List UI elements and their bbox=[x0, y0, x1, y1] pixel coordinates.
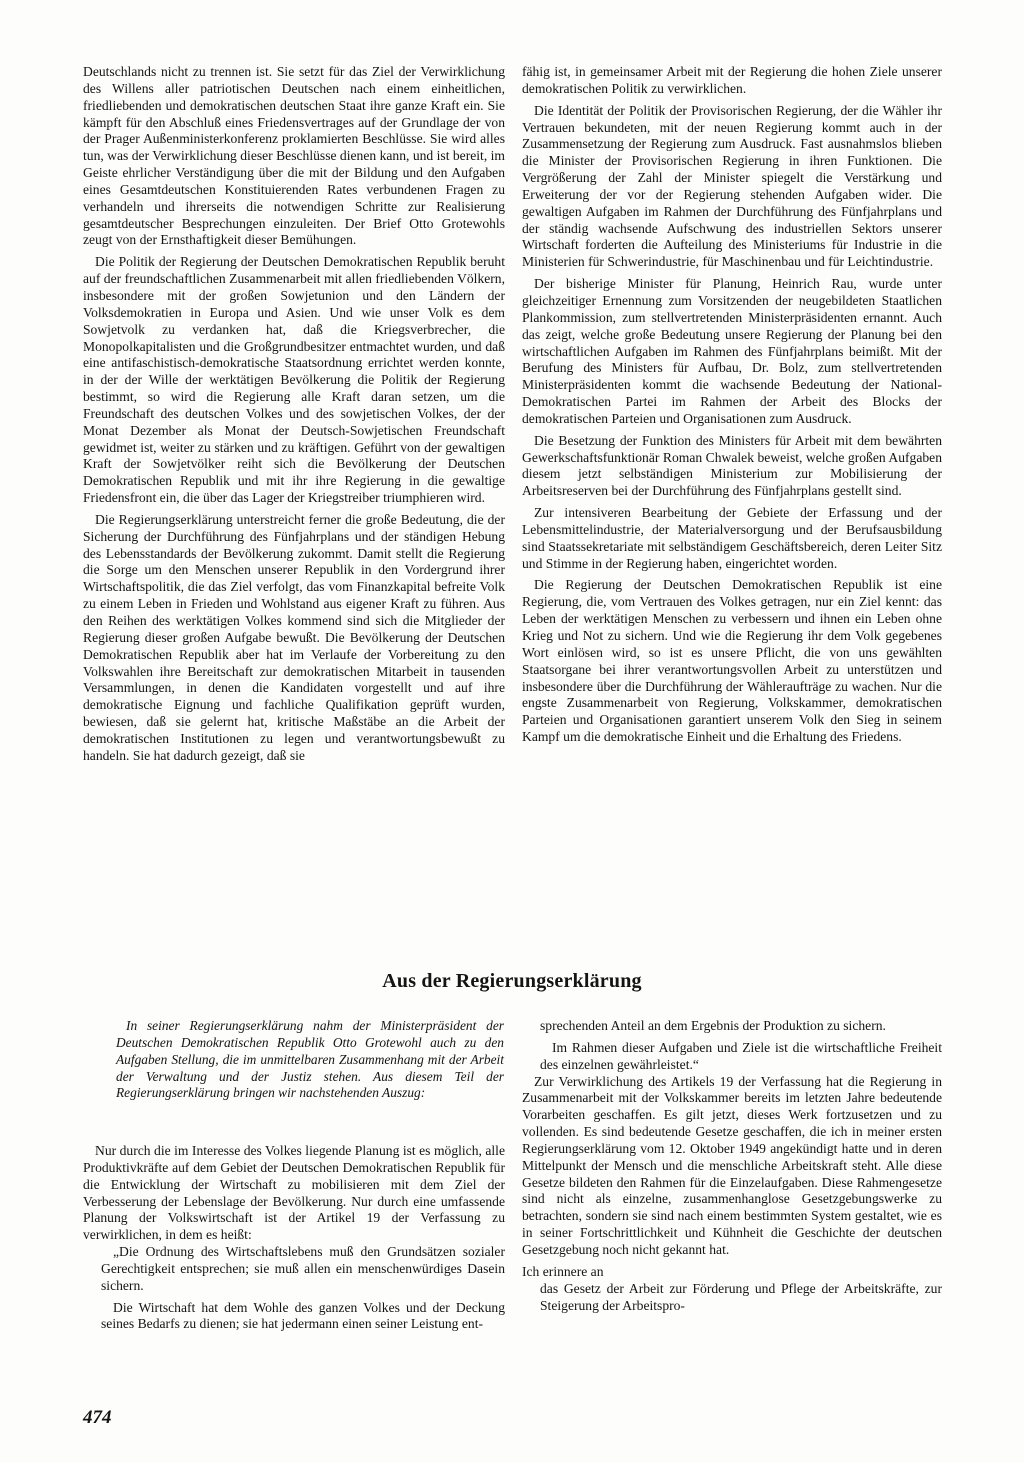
paragraph: Die Regierungserklärung unterstreicht ferner die große Bedeutung, die der Sicherung der Durchführung des Fünfjahrplans und der ständigen Hebung des Lebensstandards der Bevölkerung zukommt. Damit stellt die Regierung die Sorge um den Menschen unserer Republik in den Vordergrund ihrer Wirtschaftspolitik, die das Ziel verfolgt, das vom Finanzkapital befreite Volk zu einem Leben in Frieden und Wohlstand aus eigener Kraft zu führen. Aus den Reihen des werktätigen Volkes kommend sind sich die Mitglieder der Regierung dieser großen Aufgabe bewußt. Die Bevölkerung der Deutschen Demokratischen Republik aber hat im Verlaufe der Vorbereitung zu den Volkswahlen ihre Bereitschaft zur demokratischen Mitarbeit in tausenden Versammlungen, in denen die Kandidaten vorgestellt und auf ihre demokratische Eignung und fachliche Qualifikation geprüft wurden, bewiesen, daß sie gelernt hat, kritische Maßstäbe an die Arbeit der demokratischen Institutionen zu legen und verantwortungsbewußt zu handeln. Sie hat dadurch gezeigt, daß sie bbox=[83, 511, 505, 763]
paragraph: das Gesetz der Arbeit zur Förderung und Pflege der Arbeitskräfte, zur Steigerung der Arbeitspro- bbox=[540, 1280, 942, 1313]
top-left-column bbox=[83, 64, 505, 765]
paragraph: Der bisherige Minister für Planung, Heinrich Rau, wurde unter gleichzeitiger Ernennung zum Vorsitzenden der neugebildeten Staatlichen Plankommission, zum stellvertretenden Ministerpräsidenten ernannt. Auch das zeigt, welche große Bedeutung unsere Regierung der Planung bei den wirtschaftlichen Aufgaben im Rahmen des Fünfjahrplans beimißt. Mit der Berufung des Ministers für Aufbau, Dr. Bolz, zum stellvertretenden Ministerpräsidenten kommt die wachsende Bedeutung der National-Demokratischen Partei im Rahmen der Arbeit des Blocks der demokratischen Parteien und Organisationen zum Ausdruck. bbox=[522, 276, 942, 426]
quote-paragraph: „Die Ordnung des Wirtschaftslebens muß den Grundsätzen sozialer Gerechtigkeit entsprechen; sie muß allen ein menschenwürdiges Dasein sichern. bbox=[101, 1244, 505, 1293]
paragraph: Die Politik der Regierung der Deutschen Demokratischen Republik beruht auf der freundschaftlichen Zusammenarbeit mit allen friedliebenden Völkern, insbesondere mit der großen Sowjetunion und den Ländern der Volksdemokratien in Europa und Asien. Und wie unser Volk es dem Sowjetvolk zu verdanken hat, daß die Kriegsverbrecher, die Monopolkapitalisten und die Großgrundbesitzer entmachtet wurden, und daß eine antifaschistisch-demokratische Staatsordnung errichtet werden konnte, in der der Wille der werktätigen Bevölkerung die Politik der Regierung bestimmt, so wird die Regierung alle Kraft daran setzen, um die Freundschaft des deutschen Volkes und des sowjetischen Volkes, der der Monat Dezember als Monat der Deutsch-Sowjetischen Freundschaft gewidmet ist, weiter zu stärken und zu kräftigen. Geführt von der gewaltigen Kraft der Sowjetvölker reiht sich die Bevölkerung der Deutschen Demokratischen Republik und mit ihr ihre Regierung in die gewaltige Friedensfront ein, die über das Lager der Kriegstreiber triumphieren wird. bbox=[83, 254, 505, 506]
law-list-item bbox=[522, 1281, 942, 1315]
paragraph: Ich erinnere an bbox=[522, 1263, 604, 1279]
intro-text: In seiner Regierungserklärung nahm der Ministerpräsident der Deutschen Demokratischen Republik Otto Grotewohl auch zu den Aufgaben Stellung, die im unmittelbaren Zusammenhang mit der Arbeit der Verwaltung und der Justiz stehen. Aus diesem Teil der Regierungserklärung bringen wir nachstehenden Auszug: bbox=[116, 1018, 504, 1101]
quote-paragraph: Die Wirtschaft hat dem Wohle des ganzen Volkes und der Deckung seines Bedarfs zu dienen; sie hat jedermann einen seiner Leistung ent- bbox=[101, 1299, 505, 1332]
paragraph: Die Regierung der Deutschen Demokratischen Republik ist eine Regierung, die, vom Vertrauen des Volkes getragen, nur ein Ziel kennt: das Leben der werktätigen Menschen zu verbessern und ihnen ein Leben ohne Krieg und Not zu sichern. Und wie die Regierung ihr dem Volk gegebenes Wort einlösen wird, so ist es unsere Pflicht, die von uns gewählten Staatsorgane bei ihrer verantwortungsvollen Arbeit zu unterstützen und insbesondere über die Durchführung der Wähleraufträge zu wachen. Nur die engste Zusammenarbeit von Regierung, Volkskammer, demokratischen Parteien und Organisationen garantiert unserem Volk den Sieg in seinem Kampf um die demokratische Einheit und die Erhaltung des Friedens. bbox=[522, 577, 942, 745]
constitution-quote-continued bbox=[522, 1018, 942, 1074]
bottom-right-column bbox=[522, 1018, 942, 1314]
paragraph: fähig ist, in gemeinsamer Arbeit mit der Regierung die hohen Ziele unserer demokratischen Politik zu verwirklichen. bbox=[522, 64, 942, 96]
article-title: Aus der Regierungserklärung bbox=[382, 970, 642, 992]
constitution-quote bbox=[83, 1244, 505, 1333]
paragraph: Zur intensiveren Bearbeitung der Gebiete der Erfassung und der Lebensmittelindustrie, der Materialversorgung und der Berufsausbildung sind Staatssekretariate mit selbständigem Geschäftsbereich, deren Leiter Sitz und Stimme in der Regierung haben, eingerichtet worden. bbox=[522, 505, 942, 571]
quote-paragraph: Im Rahmen dieser Aufgaben und Ziele ist die wirtschaftliche Freiheit des einzelnen gewährleistet.“ bbox=[540, 1039, 942, 1072]
page-number: 474 bbox=[83, 1407, 112, 1428]
bottom-left-column bbox=[83, 1143, 505, 1333]
top-right-column bbox=[522, 64, 942, 746]
paragraph: Die Identität der Politik der Provisorischen Regierung, der die Wähler ihr Vertrauen bekundeten, mit der neuen Regierung kommt auch in der Zusammensetzung der Regierung zum Ausdruck. Fast ausnahmslos blieben die Minister der Provisorischen Regierung in ihren Funktionen. Die Vergrößerung der Zahl der Minister spiegelt die Verstärkung und Erweiterung der vor der Regierung stehenden Aufgaben wider. Die gewaltigen Aufgaben im Rahmen der Durchführung des Fünfjahrplans und der ständig wachsende Aufschwung des industriellen Sektors unserer Wirtschaft forderten die Aufteilung des Ministeriums für Industrie in die Ministerien für Schwerindustrie, für Maschinenbau und für Leichtindustrie. bbox=[522, 102, 942, 270]
paragraph: Nur durch die im Interesse des Volkes liegende Planung ist es möglich, alle Produktivkräfte auf dem Gebiet der Deutschen Demokratischen Republik für die Entwicklung der Wirtschaft zu mobilisieren mit dem Ziel der Verbesserung der Lebenslage der Bevölkerung. Nur durch eine umfassende Planung der Volkswirtschaft ist der Artikel 19 der Verfassung zu verwirklichen, in dem es heißt: bbox=[83, 1143, 505, 1243]
paragraph: Deutschlands nicht zu trennen ist. Sie setzt für das Ziel der Verwirklichung des Willens aller patriotischen Deutschen nach einem einheitlichen, friedliebenden und demokratischen deutschen Staat ihre ganze Kraft ein. Sie kämpft für den Abschluß eines Friedensvertrages auf der Grundlage der von der Prager Außenministerkonferenz proklamierten Beschlüsse. Sie wird alles tun, was der Verwirklichung dieser Beschlüsse dienen kann, und ist bereit, im Geiste ehrlicher Verständigung über die mit der Bildung und den Aufgaben eines Gesamtdeutschen Konstituierenden Rates verbundenen Fragen zu verhandeln und ihrerseits die notwendigen Schritte zur Realisierung gesamtdeutscher Besprechungen einzuleiten. Der Brief Otto Grotewohls zeugt von der Ernsthaftigkeit dieser Bemühungen. bbox=[83, 64, 505, 248]
paragraph: Die Besetzung der Funktion des Ministers für Arbeit mit dem bewährten Gewerkschaftsfunktionär Roman Chwalek beweist, welche großen Aufgaben diesem jetzt selbständigen Ministerium zur Mobilisierung der Arbeitsreserven bei der Durchführung des Fünfjahrplans gestellt sind. bbox=[522, 432, 942, 499]
article-intro bbox=[116, 1018, 504, 1102]
paragraph: Zur Verwirklichung des Artikels 19 der Verfassung hat die Regierung in Zusammenarbeit mit der Volkskammer bereits im letzten Jahre bedeutende Vorarbeiten geschaffen. Es gilt jetzt, dieses Werk fortzusetzen und zu vollenden. Es sind bedeutende Gesetze geschaffen, die ich in meiner ersten Regierungserklärung vom 12. Oktober 1949 angekündigt hatte und in deren Mittelpunkt der Mensch und die menschliche Arbeitskraft steht. Alle diese Gesetze bildeten den Rahmen für die Einzelaufgaben. Diese Rahmengesetze sind nicht als einzelne, zusammenhanglose Gesetzgebungswerke zu betrachten, sondern sie sind nach einem bestimmten System gestaltet, wie es in seiner Fortschrittlichkeit und Kühnheit die Geschichte der deutschen Gesetzgebung noch nicht gekannt hat. bbox=[522, 1073, 942, 1257]
quote-paragraph: sprechenden Anteil an dem Ergebnis der Produktion zu sichern. bbox=[540, 1018, 886, 1033]
